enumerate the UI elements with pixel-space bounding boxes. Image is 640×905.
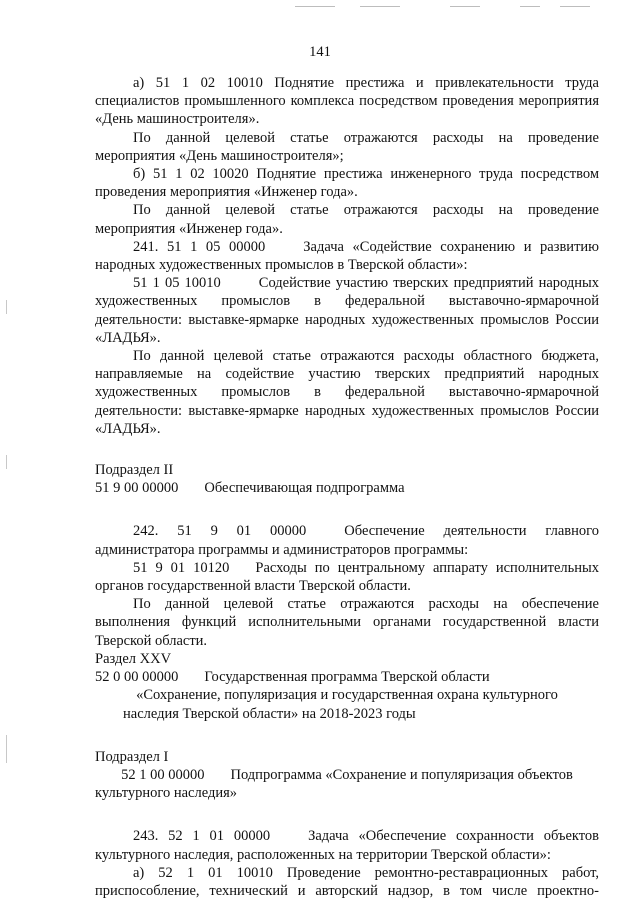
task-text: Задача «Обеспечение сохранности объектов культурного наследия, расположенных на территории Тверской области»: [95, 828, 599, 863]
margin-mark [6, 455, 7, 469]
subsection-heading: Подраздел II [95, 462, 174, 479]
paragraph-expense-note: По данной целевой статье отражаются расходы на обеспечение выполнения функций исполнительными органами государственной власти Тверской области. [95, 596, 599, 649]
target-code: 52 1 00 00000 [121, 766, 205, 783]
paragraph-item-b: б) 51 1 02 10020 Поднятие престижа инженерного труда посредством проведения мероприятия «Инженер года». [95, 166, 599, 201]
target-code: 242. 51 9 01 00000 [133, 523, 307, 540]
item-text: Содействие участию тверских предприятий народных художественных промыслов в федеральной выставочно-ярмарочной деятельности: выставке-ярмарке народных художественных промыслов России «ЛАДЬЯ». [95, 275, 599, 346]
paragraph-item-ladya [95, 274, 599, 347]
target-code: 51 1 05 10010 [133, 275, 221, 292]
paragraph-item-restoration: а) 52 1 01 10010 Проведение ремонтно-реставрационных работ, приспособление, технический и авторский надзор, в том числе проектно- [95, 864, 599, 899]
margin-mark [6, 300, 7, 314]
target-code: 243. 52 1 01 00000 [133, 828, 271, 845]
subsection-title: 51 9 00 00000 Обеспечивающая подпрограмма [95, 480, 405, 497]
task-text: Задача «Содействие сохранению и развитию народных художественных промыслов в Тверской области»: [95, 238, 599, 274]
section-program-name: «Сохранение, популяризация и государственная охрана культурного наследия Тверской области» на 2018-2023 годы [123, 687, 558, 722]
subsection-heading: Подраздел I [95, 748, 169, 765]
paragraph-expense-note: По данной целевой статье отражаются расходы на проведение мероприятия «День машиностроителя»; [95, 129, 599, 164]
target-code: 241. 51 1 05 00000 [133, 238, 266, 255]
scan-top-edge [0, 6, 640, 10]
paragraph-task-242 [95, 522, 599, 558]
paragraph-item-central-apparatus [95, 559, 599, 595]
paragraph-expense-note: По данной целевой статье отражаются расходы областного бюджета, направляемые на содействие участию тверских предприятий народных художественных промыслов в федеральной выставочно-ярмарочной деятельности: выставке-ярмарке народных художественных промыслов России «ЛАДЬЯ». [95, 348, 599, 437]
item-text: Расходы по центральному аппарату исполнительных органов государственной власти Тверской области. [95, 559, 600, 595]
page-number: 141 [309, 44, 331, 60]
paragraph-task-241 [95, 238, 599, 274]
paragraph-task-243 [95, 827, 599, 863]
target-code: 51 9 01 10120 [133, 559, 230, 576]
margin-mark [6, 735, 7, 763]
section-heading: Раздел XXV [95, 650, 172, 667]
task-text: Обеспечение деятельности главного администратора программы и администраторов программы: [95, 523, 599, 558]
paragraph-item-a: а) 51 1 02 10010 Поднятие престижа и привлекательности труда специалистов промышленного комплекса посредством проведения мероприятия «День машиностроителя». [95, 75, 599, 128]
paragraph-expense-note: По данной целевой статье отражаются расходы на проведение мероприятия «Инженер года». [95, 202, 599, 237]
target-code: 52 0 00 00000 [95, 669, 179, 686]
section-title: 52 0 00 00000 Государственная программа Тверской области [95, 669, 490, 686]
subsection-title: 52 1 00 00000 Подпрограмма «Сохранение и популяризация объектов культурного наследия» [95, 766, 573, 802]
target-code: 51 9 00 00000 [95, 480, 179, 497]
document-body [95, 74, 599, 900]
